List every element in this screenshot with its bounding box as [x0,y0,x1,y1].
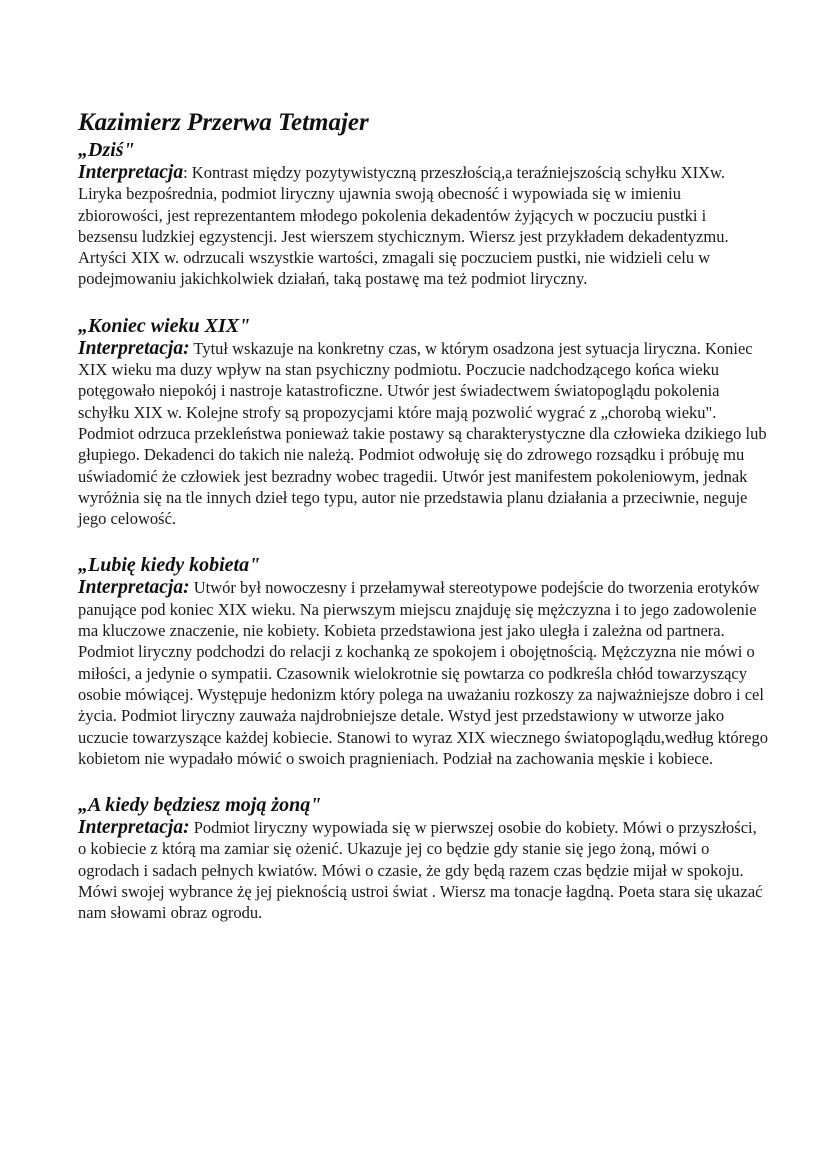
section-spacer [78,529,768,553]
interpretation-label: Interpretacja: [78,817,190,839]
section-a-kiedy-bedziesz [78,793,768,923]
document-content [78,108,768,924]
author-heading: Kazimierz Przerwa Tetmajer [78,109,369,136]
poem-title: „Lubię kiedy kobieta" [78,554,261,577]
interpretation-text: Podmiot liryczny wypowiada się w pierwszej osobie do kobiety. Mówi o przyszłości, o kobiecie z którą ma zamiar się ożenić. Ukazuje jej co będzie gdy stanie się jego żoną, mówi o ogrodach i sadach pełnych kwiatów. Mówi o czasie, że gdy będą razem czas będzie mijał w spokoju. Mówi swojej wybrance żę jej pieknością ustroi świat . Wiersz ma tonacje łagdną. Poeta stara się ukazać nam słowami obraz ogrodu. [78,818,763,923]
interpretation-paragraph [78,162,768,290]
interpretation-label: Interpretacja [78,162,184,183]
interpretation-label: Interpretacja: [78,577,190,599]
section-dzis [78,138,768,290]
interpretation-text: Tytuł wskazuje na konkretny czas, w którym osadzona jest sytuacja liryczna. Koniec XIX wieku ma duzy wpływ na stan psychiczny podmiotu. Poczucie nadchodzącego końca wieku potęgowało niepokój i nastroje katastroficzne. Utwór jest świadectwem światopoglądu pokolenia schyłku XIX w. Kolejne strofy są propozycjami które mają pozwolić wygrać z „chorobą wieku". Podmiot odrzuca przekleństwa ponieważ takie postawy są charakterystyczne dla człowieka dzikiego lub głupiego. Dekadenci do takich nie należą. Podmiot odwołuję się do zdrowego rozsądku i próbuję mu uświadomić że człowiek jest bezradny wobec tragedii. Utwór jest manifestem pokoleniowym, jednak wyróżnia się na tle innych dzieł tego typu, autor nie przedstawia planu działania a przeciwnie, neguje jego celowość. [78,338,767,529]
interpretation-paragraph [78,338,768,530]
interpretation-text: : Kontrast między pozytywistyczną przeszłością,a teraźniejszością schyłku XIXw. Liryka bezpośrednia, podmiot liryczny ujawnia swoją obecność i wypowiada się w imieniu zbiorowości, jest reprezentantem młodego pokolenia dekadentów żyjących w poczuciu pustki i bezsensu ludzkiej egzystencji. Jest wierszem stychicznym. Wiersz jest przykładem dekadentyzmu. Artyści XIX w. odrzucali wszystkie wartości, zmagali się poczuciem pustki, nie widzieli celu w podejmowaniu jakichkolwiek działań, taką postawę ma też podmiot liryczny. [78,163,729,289]
poem-title: „Dziś" [78,139,135,161]
poem-title: „Koniec wieku XIX" [78,314,251,337]
interpretation-paragraph [78,817,768,923]
section-spacer [78,290,768,314]
interpretation-paragraph [78,577,768,769]
section-koniec-wieku [78,314,768,530]
interpretation-label: Interpretacja: [78,337,190,359]
poem-title: „A kiedy będziesz moją żoną" [78,794,322,817]
interpretation-text: Utwór był nowoczesny i przełamywał stereotypowe podejście do tworzenia erotyków panujące pod koniec XIX wieku. Na pierwszym miejscu znajduję się mężczyzna i to jego zadowolenie ma kluczowe znaczenie, nie kobiety. Kobieta przedstawiona jest jako uległa i zależna od partnera. Podmiot liryczny podchodzi do relacji z kochanką ze spokojem i obojętnością. Mężczyzna nie mówi o miłości, a jedynie o sympatii. Czasownik wielokrotnie się powtarza co podkreśla chłód towarzyszący osobie mówiącej. Występuje hedonizm który polega na uważaniu rozkoszy za najważniejsze dobro i cel życia. Podmiot liryczny zauważa najdrobniejsze detale. Wstyd jest przedstawiony w utworze jako uczucie towarzyszące każdej kobiecie. Stanowi to wyraz XIX wiecznego światopoglądu,według którego kobietom nie wypadało mówić o swoich pragnieniach. Podział na zachowania męskie i kobiece. [78,578,768,768]
section-spacer [78,769,768,793]
section-lubie-kiedy-kobieta [78,553,768,769]
